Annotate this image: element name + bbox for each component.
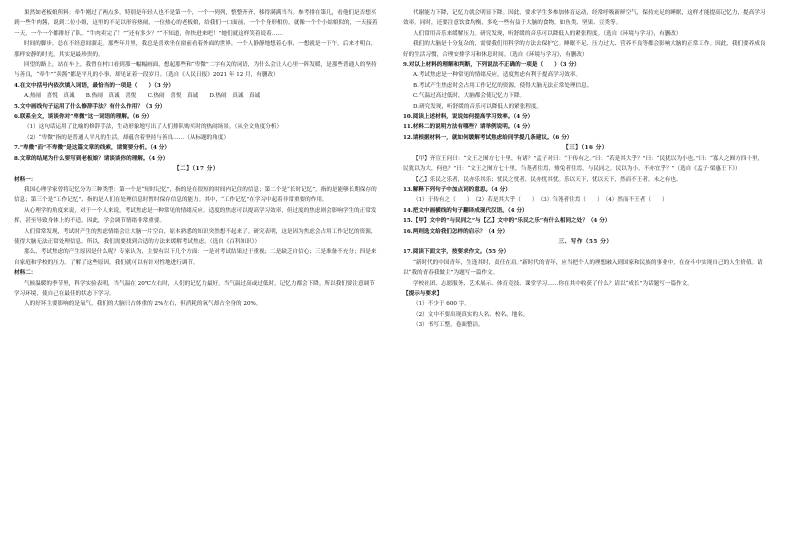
paragraph: （2）文中不要出现真实的人名、校名、地名。	[413, 311, 529, 318]
paragraph: 【乙】乐民之乐者，民亦乐其乐；忧民之忧者，民亦忧其忧。乐以天下，忧以天下，然而不王者，未之有也。	[413, 176, 682, 183]
right-column	[403, 8, 768, 331]
question-text: 材料二：	[14, 270, 37, 277]
paragraph: （1）不少于 600 字。	[413, 301, 470, 308]
question-text: 11.材料二的说明方法有哪些？请举例说明。（4 分）	[403, 124, 534, 131]
paragraph: A.热闹 喜悦 真诚 B.热闹 真诚 喜悦 C.热闹 喜悦 真诚 D.热闹 真诚 真诚	[24, 93, 261, 100]
paragraph: 从心理学的角度来说，对于一个人来说，考试焦虑是一种常见的情绪反应。适度的焦虑可以提高学习效率，但过度的焦虑则会影响学生的正常发挥，甚至导致身体上的不适。因此，学会调节情绪非常重要。	[14, 207, 377, 225]
paragraph: 时间的脚步，总在不经意间溜走。那些年月里，我总是喜欢坐在窗前看着外面的世界，一个人静静地想着心事，一想就是一下午。后来才明白，那样安静的时光，其实是最珍贵的。	[14, 41, 377, 58]
question-text: 6.联系全文，谈谈你对“卑微”这一词语的理解。（6 分）	[14, 114, 153, 121]
paragraph: 代谢能力下降，记忆力就会明显下降。因此，要求学生多参加体育运动，经常呼吸新鲜空气，保持充足的睡眠，这样才能提高记忆力，提高学习效率。同时，还要注意饮食均衡，多吃一些有益于大脑的食物，如鱼类、坚果、豆类等。	[403, 10, 766, 27]
left-column	[14, 8, 379, 310]
paragraph: （1）这句话运用了比喻的修辞手法，生动形象地写出了人们排队购买时的热闹场景。（从全文角度分析）	[24, 124, 283, 131]
question-text: 12.请根据材料一，就如何缓解考试焦虑给同学提几条建议。（6 分）	[403, 134, 573, 141]
question-text: 16.两则选文给我们怎样的启示？（4 分）	[403, 228, 509, 235]
question-text: 8.文章的结尾为什么要写到老板娘？请谈谈你的理解。（4 分）	[14, 155, 169, 162]
section-heading: 【三】（16 分）	[563, 145, 608, 152]
paragraph: A.考试焦虑是一种常见的情绪反应，适度焦虑有利于提高学习效率。	[413, 72, 582, 79]
paragraph: B.考试产生焦虑时会占用工作记忆的资源，使得大脑无法正常处理信息。	[413, 82, 593, 89]
paragraph: 人们常常发现，考试时产生的焦虑情绪会让大脑一片空白，原本熟悉的知识突然想不起来了。研究表明，这是因为焦虑会占用工作记忆的资源，使得大脑无法正常处理信息。所以，我们需要找到合适的方法来缓解考试焦虑。（选自《百科知识》）	[14, 228, 377, 245]
paragraph: 人的好坏主要影响的是氧气，我们的大脑只占体重的 2%左右，但消耗的氧气却占全身的 20%。	[24, 301, 262, 308]
paragraph: 果然如老板娘所料：牵牛刚过了两点多，特别是年轻人也不是第一个，一个一列列，整整齐齐，移得满满当当。参考排在第几，看他们是否想买到一些牛肉酱，说到二位小姐，这里的不足以形容热闹，一位热心的老板娘，给我们一口面前，一个个身形相仿，就像一个个小姑娘似的，一天接着一天，一个一个都排好了队。“牛肉卖完了！”“还有多少？”“不知道，你快进来吧！”她们就这样笑着说着……	[14, 10, 378, 37]
question-text: 4.在文中括号内依次填入词语，最恰当的一项是（ ）（3 分）	[14, 82, 174, 89]
question-text: 10.阅读上述材料，说说如何提高学习效率。（4 分）	[403, 114, 534, 121]
question-text: 17.阅读下面文字，按要求作文。（55 分）	[403, 249, 510, 256]
question-text: 15.【甲】文中的“与民同之”与【乙】文中的“乐民之乐”有什么相同之处？（4 分）	[403, 218, 611, 225]
question-text: 9.对以上材料的理解和判断，下列说法不正确的一项是（ ）（3 分）	[403, 62, 580, 69]
question-text: 13.解释下列句子中加点词的意思。（4 分）	[403, 186, 511, 193]
paragraph: （3）书写工整，卷面整洁。	[413, 322, 484, 329]
paragraph: 回望的路上，站在车上，我曾在村口看到那一幅幅画面，想起那些和“卑微”二字有关的词语，为什么会让人心里一阵发暖，是那些普通人的坚持与善良，“牵牛”“卖酱”都是平凡的小事，却见证着一段岁月。（选自《人民日报》2021 年 12 月，有删改）	[14, 62, 377, 79]
question-text: 材料一：	[14, 176, 37, 183]
paragraph: （1）于传有之（ ） （2）若是其大乎（ ） （3）刍荛者往焉（ ） （4）然而不王者（ ）	[413, 197, 668, 204]
paragraph: 我国心理学家曾将记忆分为三种类型：第一个是“短时记忆”，指的是在很短的时间内记住的信息；第二个是“长时记忆”，指的是能够长期保存的信息；第三个是“工作记忆”，指的是人们在处理信息时暂时保存信息的能力。其中，“工作记忆”在学习中起着非常重要的作用。	[14, 186, 377, 204]
question-text: 5.文中画线句子运用了什么修辞手法？有什么作用？（3 分）	[14, 103, 166, 110]
paragraph: 那么，考试焦虑的产生原因是什么呢？专家认为，主要有以下几个方面：一是对考试结果过于重视；二是缺乏自信心；三是准备不充分；四是来自家庭和学校的压力。了解了这些原因，我们就可以有针对性地进行调节。	[14, 249, 377, 266]
paragraph: D.研究发现，听舒缓的音乐可以降低人的紧张程度。	[413, 103, 543, 110]
paragraph: 我们的大脑是十分复杂的，需要我们用科学的方法去保护它。睡眠不足、压力过大、营养不良等都会影响大脑的正常工作。因此，我们要养成良好的生活习惯，合理安排学习和休息时间。（选自《环境与学习》，有删改）	[403, 41, 766, 58]
question-text: 【提示与要求】	[403, 290, 443, 297]
section-heading: 【二】（17 分）	[174, 166, 219, 173]
paragraph: 学校社团、志愿服务、艺术展示、体育竞技、课堂学习……你在其中收获了什么？请以“成长”为话题写一篇作文。	[413, 280, 693, 287]
paragraph: 气候温暖的季节里，科学实验表明，当气温在 20℃左右时，人们的记忆力最好。当气温过高或过低时，记忆力都会下降。所以我们要注意调节学习环境，使自己在最佳的状态下学习。	[14, 280, 375, 297]
paragraph: 【甲】齐宣王问曰：“文王之囿方七十里，有诸？”孟子对曰：“于传有之。”曰：“若是其大乎？”曰：“民犹以为小也。”曰：“寡人之囿方四十里，民犹以为大，何也？”曰：“文王之囿方七十里，刍荛者往焉，雉兔者往焉，与民同之。民以为小，不亦宜乎？”（选自《孟子·梁惠王下》）	[403, 155, 764, 173]
paragraph: “新时代的中国青年，生逢其时，责任在肩。”新时代的青年，应当把个人的理想融入到国家和民族的事业中，在奋斗中实现自己的人生价值。请以“我的青春我做主”为题写一篇作文。	[403, 259, 763, 277]
section-heading: 三、写作（55 分）	[558, 238, 613, 245]
paragraph: （2）“卑微”指的是普通人平凡的生活，却蕴含着坚持与善良……（从标题的角度）	[24, 134, 230, 141]
question-text: 7.“卑微”而“不卑微”是这篇文章的线索，请简要分析。（4 分）	[14, 145, 170, 152]
paragraph: 人们常用音乐来缓解压力。研究发现，听舒缓的音乐可以降低人的紧张程度。（选自《环境与学习》，有删改）	[413, 30, 682, 37]
paragraph: C.气温过高过低时，大脑都会使记忆力下降。	[413, 93, 526, 100]
question-text: 14.把文中画横线的句子翻译成现代汉语。（4 分）	[403, 207, 528, 214]
